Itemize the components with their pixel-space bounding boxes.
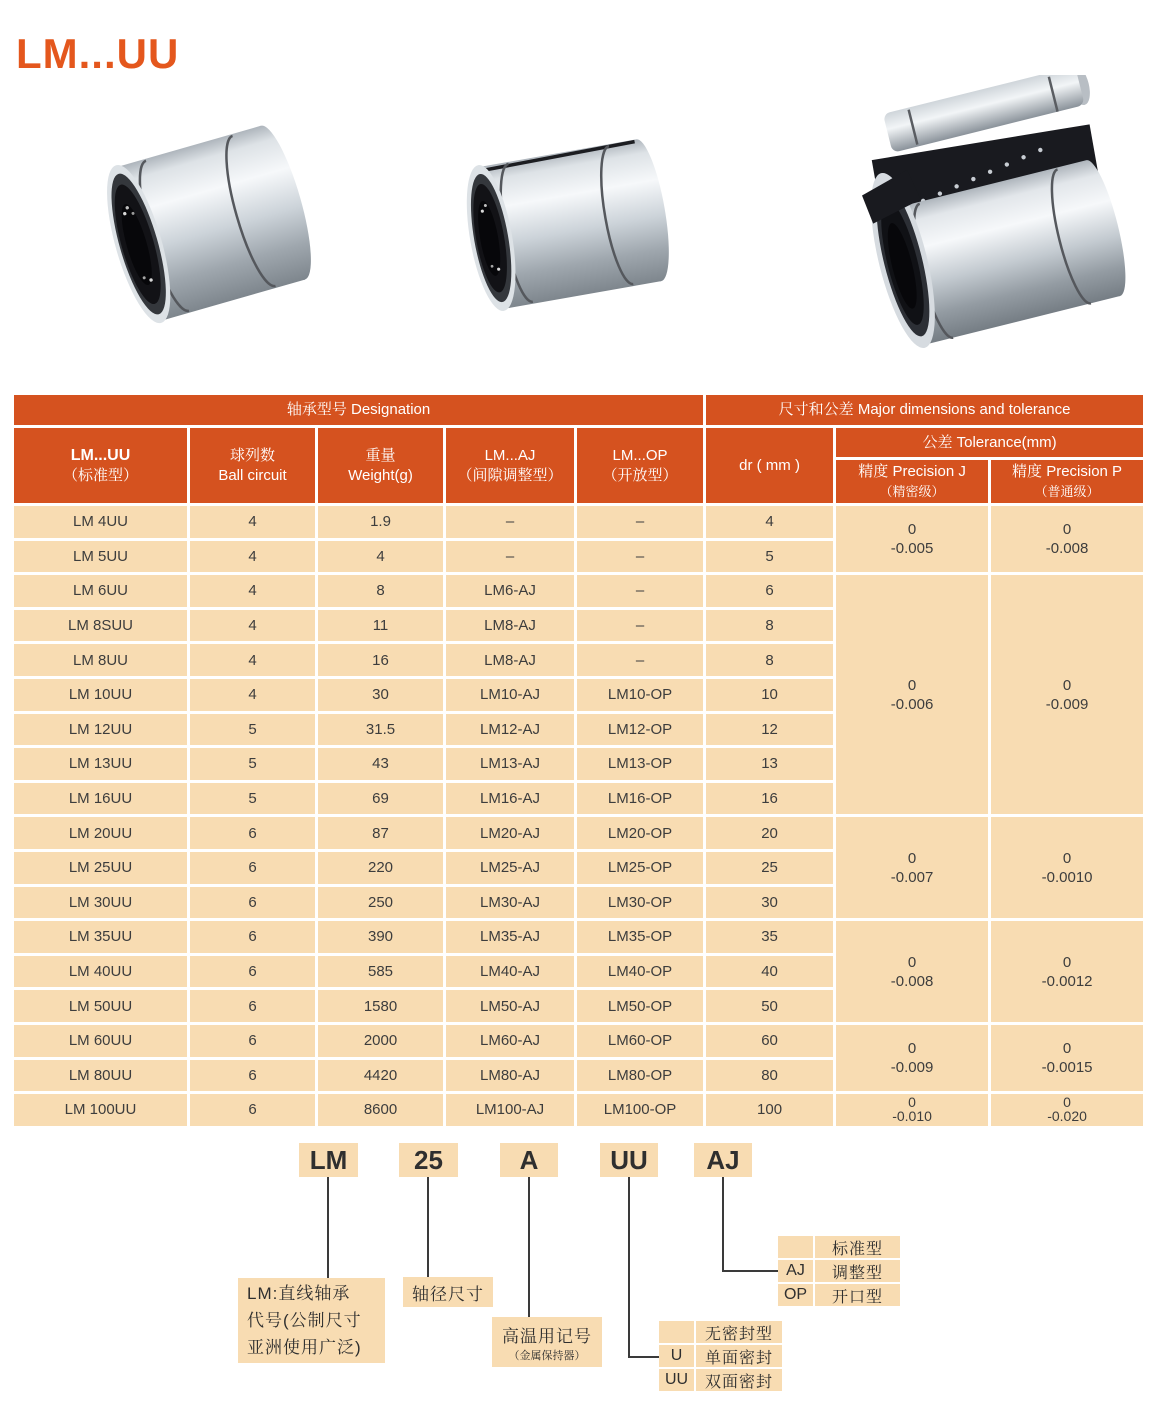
cell-ball-circuit: 6 — [190, 956, 318, 991]
cell-weight: 8600 — [318, 1094, 446, 1129]
cell-model: LM 6UU — [14, 575, 190, 610]
cell-dr: 80 — [706, 1060, 836, 1095]
cell-ball-circuit: 5 — [190, 748, 318, 783]
cell-model: LM 50UU — [14, 990, 190, 1025]
cell-ball-circuit: 4 — [190, 541, 318, 576]
uu-legend-table — [659, 1321, 782, 1393]
cell-dr: 4 — [706, 506, 836, 541]
connector-line-aj-h — [722, 1270, 778, 1272]
cell-dr: 35 — [706, 921, 836, 956]
cell-model: LM 16UU — [14, 783, 190, 818]
table-row — [14, 506, 1146, 541]
cell-ball-circuit: 6 — [190, 817, 318, 852]
cell-weight: 30 — [318, 679, 446, 714]
connector-line-25 — [427, 1177, 429, 1277]
cell-dr: 30 — [706, 887, 836, 922]
cell-op-model: LM50-OP — [577, 990, 706, 1025]
cell-tolerance-p: 0 -0.008 — [991, 506, 1146, 575]
legend-label: 开口型 — [815, 1284, 900, 1306]
cell-dr: 60 — [706, 1025, 836, 1060]
legend-label: 双面密封 — [696, 1369, 782, 1391]
lm-description-line: 亚洲使用广泛) — [247, 1338, 362, 1357]
code-box-aj: AJ — [694, 1143, 752, 1177]
header-dimensions: 尺寸和公差 Major dimensions and tolerance — [706, 395, 1146, 428]
legend-code — [659, 1321, 694, 1343]
cell-ball-circuit: 6 — [190, 1060, 318, 1095]
legend-row — [778, 1236, 900, 1258]
cell-tolerance-j: 0 -0.005 — [836, 506, 991, 575]
connector-line-uu-v — [628, 1177, 630, 1358]
cell-op-model: LM80-OP — [577, 1060, 706, 1095]
cell-dr: 100 — [706, 1094, 836, 1129]
cell-model: LM 10UU — [14, 679, 190, 714]
cell-weight: 220 — [318, 852, 446, 887]
header-dr: dr ( mm ) — [706, 428, 836, 506]
cell-dr: 8 — [706, 610, 836, 645]
legend-code: UU — [659, 1369, 694, 1391]
cell-tolerance-p: 0 -0.020 — [991, 1094, 1146, 1129]
cell-dr: 12 — [706, 714, 836, 749]
legend-row — [659, 1321, 782, 1343]
cell-ball-circuit: 6 — [190, 990, 318, 1025]
cell-aj-model: LM40-AJ — [446, 956, 577, 991]
cell-op-model: LM20-OP — [577, 817, 706, 852]
code-box-25: 25 — [399, 1143, 458, 1177]
connector-line-lm — [327, 1177, 329, 1278]
cell-dr: 5 — [706, 541, 836, 576]
legend-label: 单面密封 — [696, 1345, 782, 1367]
cell-aj-model: – — [446, 541, 577, 576]
cell-op-model: LM12-OP — [577, 714, 706, 749]
lm-description-line: LM:直线轴承 — [247, 1284, 351, 1303]
legend-row — [659, 1345, 782, 1367]
header-designation: 轴承型号 Designation — [14, 395, 706, 428]
cell-op-model: LM30-OP — [577, 887, 706, 922]
lm-description — [238, 1278, 385, 1363]
cell-weight: 43 — [318, 748, 446, 783]
cell-ball-circuit: 5 — [190, 783, 318, 818]
cell-aj-model: LM35-AJ — [446, 921, 577, 956]
legend-row — [659, 1369, 782, 1391]
cell-aj-model: LM10-AJ — [446, 679, 577, 714]
header-op-type: LM...OP （开放型） — [577, 428, 706, 506]
shaft-size-description: 轴径尺寸 — [403, 1277, 493, 1307]
cell-op-model: – — [577, 610, 706, 645]
legend-code: U — [659, 1345, 694, 1367]
legend-code — [778, 1236, 813, 1258]
cell-aj-model: LM6-AJ — [446, 575, 577, 610]
cell-weight: 390 — [318, 921, 446, 956]
cell-ball-circuit: 6 — [190, 887, 318, 922]
code-box-a: A — [500, 1143, 558, 1177]
cell-tolerance-j: 0 -0.006 — [836, 575, 991, 817]
cell-dr: 20 — [706, 817, 836, 852]
cell-model: LM 8SUU — [14, 610, 190, 645]
cell-weight: 1580 — [318, 990, 446, 1025]
cell-dr: 25 — [706, 852, 836, 887]
cell-tolerance-j: 0 -0.009 — [836, 1025, 991, 1094]
cell-aj-model: LM20-AJ — [446, 817, 577, 852]
table-row — [14, 575, 1146, 610]
cell-model: LM 60UU — [14, 1025, 190, 1060]
cell-tolerance-p: 0 -0.0012 — [991, 921, 1146, 1025]
cell-weight: 2000 — [318, 1025, 446, 1060]
cell-op-model: LM25-OP — [577, 852, 706, 887]
cell-weight: 11 — [318, 610, 446, 645]
cell-model: LM 100UU — [14, 1094, 190, 1129]
cell-model: LM 40UU — [14, 956, 190, 991]
cell-op-model: – — [577, 644, 706, 679]
header-precision-p: 精度 Precision P （普通级） — [991, 460, 1146, 506]
cell-weight: 69 — [318, 783, 446, 818]
header-model: LM...UU （标准型） — [14, 428, 190, 506]
high-temp-description: 高温用记号 （金属保持器） — [492, 1317, 602, 1367]
cell-aj-model: LM100-AJ — [446, 1094, 577, 1129]
spec-table-body — [14, 506, 1146, 1129]
table-row — [14, 1025, 1146, 1060]
connector-line-a — [528, 1177, 530, 1317]
cell-tolerance-j: 0 -0.008 — [836, 921, 991, 1025]
legend-row — [778, 1260, 900, 1282]
cell-aj-model: LM8-AJ — [446, 644, 577, 679]
header-aj-type: LM...AJ （间隙调整型） — [446, 428, 577, 506]
table-row — [14, 921, 1146, 956]
cell-weight: 250 — [318, 887, 446, 922]
cell-aj-model: – — [446, 506, 577, 541]
cell-op-model: – — [577, 506, 706, 541]
bearing-open-image — [812, 75, 1157, 375]
cell-tolerance-j: 0 -0.007 — [836, 817, 991, 921]
cell-model: LM 80UU — [14, 1060, 190, 1095]
cell-ball-circuit: 6 — [190, 1025, 318, 1060]
cell-weight: 4 — [318, 541, 446, 576]
code-box-uu: UU — [600, 1143, 658, 1177]
cell-op-model: LM16-OP — [577, 783, 706, 818]
cell-op-model: LM35-OP — [577, 921, 706, 956]
cell-aj-model: LM13-AJ — [446, 748, 577, 783]
cell-weight: 87 — [318, 817, 446, 852]
cell-weight: 8 — [318, 575, 446, 610]
legend-code: AJ — [778, 1260, 813, 1282]
cell-dr: 40 — [706, 956, 836, 991]
header-precision-j: 精度 Precision J （精密级） — [836, 460, 991, 506]
cell-ball-circuit: 6 — [190, 852, 318, 887]
cell-model: LM 5UU — [14, 541, 190, 576]
header-tolerance: 公差 Tolerance(mm) — [836, 428, 1146, 460]
cell-tolerance-j: 0 -0.010 — [836, 1094, 991, 1129]
bearing-adjustable-image — [418, 105, 713, 345]
cell-op-model: LM60-OP — [577, 1025, 706, 1060]
cell-tolerance-p: 0 -0.009 — [991, 575, 1146, 817]
cell-aj-model: LM16-AJ — [446, 783, 577, 818]
legend-row — [778, 1284, 900, 1306]
cell-ball-circuit: 6 — [190, 921, 318, 956]
legend-label: 调整型 — [815, 1260, 900, 1282]
cell-ball-circuit: 4 — [190, 644, 318, 679]
cell-tolerance-p: 0 -0.0010 — [991, 817, 1146, 921]
cell-aj-model: LM30-AJ — [446, 887, 577, 922]
table-row — [14, 817, 1146, 852]
cell-aj-model: LM50-AJ — [446, 990, 577, 1025]
cell-ball-circuit: 5 — [190, 714, 318, 749]
connector-line-uu-h — [628, 1356, 659, 1358]
cell-op-model: – — [577, 541, 706, 576]
cell-op-model: LM13-OP — [577, 748, 706, 783]
cell-dr: 13 — [706, 748, 836, 783]
cell-model: LM 20UU — [14, 817, 190, 852]
cell-op-model: LM10-OP — [577, 679, 706, 714]
cell-model: LM 8UU — [14, 644, 190, 679]
cell-aj-model: LM25-AJ — [446, 852, 577, 887]
aj-legend-table — [778, 1236, 900, 1308]
cell-weight: 1.9 — [318, 506, 446, 541]
legend-label: 无密封型 — [696, 1321, 782, 1343]
page-title: LM...UU — [16, 30, 180, 77]
cell-tolerance-p: 0 -0.0015 — [991, 1025, 1146, 1094]
lm-description-line: 代号(公制尺寸 — [247, 1311, 362, 1330]
cell-model: LM 30UU — [14, 887, 190, 922]
cell-dr: 6 — [706, 575, 836, 610]
header-ball-circuit: 球列数 Ball circuit — [190, 428, 318, 506]
cell-aj-model: LM60-AJ — [446, 1025, 577, 1060]
legend-label: 标准型 — [815, 1236, 900, 1258]
cell-ball-circuit: 4 — [190, 610, 318, 645]
table-row — [14, 1094, 1146, 1129]
spec-table — [14, 395, 1146, 1129]
cell-ball-circuit: 4 — [190, 506, 318, 541]
cell-aj-model: LM8-AJ — [446, 610, 577, 645]
cell-ball-circuit: 4 — [190, 679, 318, 714]
cell-weight: 16 — [318, 644, 446, 679]
cell-dr: 50 — [706, 990, 836, 1025]
cell-model: LM 25UU — [14, 852, 190, 887]
legend-code: OP — [778, 1284, 813, 1306]
cell-op-model: – — [577, 575, 706, 610]
cell-op-model: LM100-OP — [577, 1094, 706, 1129]
cell-aj-model: LM80-AJ — [446, 1060, 577, 1095]
cell-model: LM 35UU — [14, 921, 190, 956]
cell-dr: 8 — [706, 644, 836, 679]
cell-dr: 16 — [706, 783, 836, 818]
bearing-standard-image — [58, 88, 353, 363]
cell-aj-model: LM12-AJ — [446, 714, 577, 749]
cell-weight: 31.5 — [318, 714, 446, 749]
cell-dr: 10 — [706, 679, 836, 714]
cell-model: LM 12UU — [14, 714, 190, 749]
cell-weight: 585 — [318, 956, 446, 991]
header-weight: 重量 Weight(g) — [318, 428, 446, 506]
code-box-lm: LM — [299, 1143, 358, 1177]
cell-op-model: LM40-OP — [577, 956, 706, 991]
cell-weight: 4420 — [318, 1060, 446, 1095]
cell-model: LM 13UU — [14, 748, 190, 783]
cell-ball-circuit: 6 — [190, 1094, 318, 1129]
connector-line-aj-v — [722, 1177, 724, 1272]
cell-model: LM 4UU — [14, 506, 190, 541]
cell-ball-circuit: 4 — [190, 575, 318, 610]
